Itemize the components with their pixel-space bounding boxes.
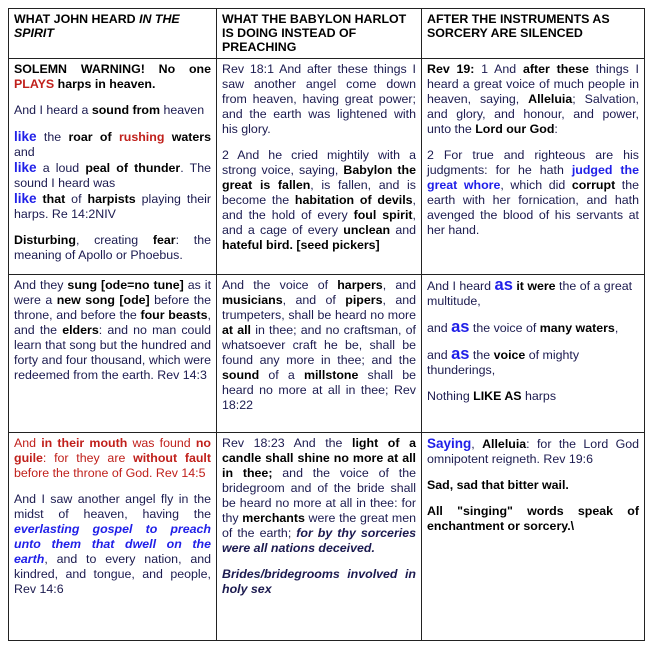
table-row	[9, 275, 645, 433]
r3c1-p2: And I saw another angel fly in the midst of heaven, having the everlasting gospel to preach unto them that dwell on the earth, and to every nation, and kindred, and tongue, and people, Rev 14:6	[14, 492, 211, 596]
r1c1-p3: like the roar of rushing waters and like a loud peal of thunder. The sound I heard was like that of harpists playing their harps. Re 14:2NIV	[14, 129, 212, 221]
cell-r3c2	[217, 433, 422, 641]
cell-r1c3	[422, 59, 645, 275]
table-row	[9, 433, 645, 641]
cell-r1c1	[9, 59, 217, 275]
r1c3-p1: Rev 19: 1 And after these things I heard a great voice of much people in heaven, saying, Alleluia; Salvation, and glory, and honour, and power, unto the Lord our God:	[427, 62, 639, 136]
r3c3-p3: All "singing" words speak of enchantment or sorcery.\	[427, 504, 639, 533]
r2c2-p1: And the voice of harpers, and musicians, and of pipers, and trumpeters, shall be heard no more at all in thee; and no craftsman, of whatsoever craft he be, shall be found any more in thee; and the sound of a millstone shall be heard no more at all in thee; Rev 18:22	[222, 278, 416, 412]
comparison-table	[8, 8, 645, 641]
table-row	[9, 59, 645, 275]
cell-r3c1	[9, 433, 217, 641]
cell-r3c3	[422, 433, 645, 641]
r2c3-p3: and as the voice of mighty thunderings,	[427, 345, 580, 377]
r3c2-p2: Brides/bridegrooms involved in holy sex	[222, 567, 416, 596]
solemn-warning: SOLEMN WARNING! No one PLAYS harps in heaven.	[14, 62, 211, 91]
header-row	[9, 9, 645, 59]
cell-r1c2	[217, 59, 422, 275]
header-col3: AFTER THE INSTRUMENTS AS SORCERY ARE SILENCED	[422, 9, 645, 59]
r1c1-p2: And I heard a sound from heaven	[14, 103, 205, 117]
header-col1-text: WHAT JOHN HEARD	[14, 12, 140, 26]
r3c2-p1: Rev 18:23 And the light of a candle shall shine no more at all in thee; and the voice of the bridegroom and of the bride shall be heard no more at all in thee: for thy merchants were the great men of the earth; for by thy sorceries were all nations deceived.	[222, 436, 416, 555]
r2c3-p4: Nothing LIKE AS harps	[427, 389, 557, 403]
r3c3-p1: Saying, Alleluia: for the Lord God omnipotent reigneth. Rev 19:6	[427, 436, 640, 466]
r3c1-p1: And in their mouth was found no guile: for they are without fault before the throne of God. Rev 14:5	[14, 436, 211, 480]
header-col1-italic: IN THE SPIRIT	[14, 12, 180, 40]
cell-r2c3	[422, 275, 645, 433]
r1c2-p1: Rev 18:1 And after these things I saw another angel come down from heaven, having great power; and the earth was lightened with his glory.	[222, 62, 416, 136]
r1c1-p4: Disturbing, creating fear: the meaning of Apollo or Phoebus.	[14, 233, 211, 262]
r2c3-p1: And I heard as it were the of a great multitude,	[427, 276, 633, 308]
cell-r2c1	[9, 275, 217, 433]
header-col2: WHAT THE BABYLON HARLOT IS DOING INSTEAD OF PREACHING	[217, 9, 422, 59]
header-col1	[9, 9, 217, 59]
r1c2-p2: 2 And he cried mightily with a strong voice, saying, Babylon the great is fallen, is fallen, and is become the habitation of devils, and the hold of every foul spirit, and a cage of every unclean and hateful bird. [seed pickers]	[222, 148, 416, 252]
r1c3-p2: 2 For true and righteous are his judgments: for he hath judged the great whore, which did corrupt the earth with her fornication, and hath avenged the blood of his servants at her hand.	[427, 148, 640, 237]
r3c3-p2: Sad, sad that bitter wail.	[427, 478, 569, 492]
cell-r2c2	[217, 275, 422, 433]
r2c1-p1: And they sung [ode=no tune] as it were a new song [ode] before the throne, and before the four beasts, and the elders: and no man could learn that song but the hundred and forty and four thousand, which were redeemed from the earth. Rev 14:3	[14, 278, 212, 382]
r2c3-p2: and as the voice of many waters,	[427, 318, 619, 336]
